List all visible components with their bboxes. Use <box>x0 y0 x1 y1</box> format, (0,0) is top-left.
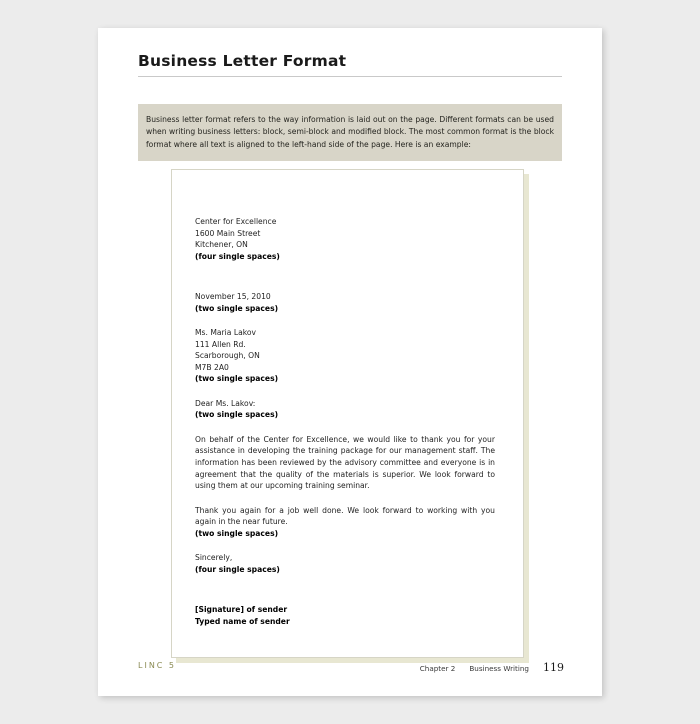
spacing-note-four-2: (four single spaces) <box>195 564 280 574</box>
sample-letter-card <box>171 169 524 658</box>
footer-section: Business Writing <box>469 664 529 673</box>
letter-date: November 15, 2010 <box>195 292 271 302</box>
document-page <box>98 28 602 696</box>
spacer-1 <box>195 262 495 291</box>
spacing-note-two-1: (two single spaces) <box>195 303 279 313</box>
footer-brand: LINC 5 <box>138 661 177 670</box>
spacer-4 <box>195 421 495 434</box>
recipient-postal: M7B 2A0 <box>195 362 229 372</box>
intro-callout-box <box>138 104 562 161</box>
sender-name: Center for Excellence <box>195 217 277 226</box>
closing: Sincerely, <box>195 553 233 563</box>
recipient-street: 111 Allen Rd. <box>195 339 246 349</box>
sender-street: 1600 Main Street <box>195 228 261 238</box>
closing-block <box>195 552 495 575</box>
signature-line: [Signature] of sender <box>195 605 288 615</box>
spacing-note-two-2: (two single spaces) <box>195 374 279 384</box>
sender-address-block <box>195 216 495 262</box>
recipient-city: Scarborough, ON <box>195 351 260 361</box>
body-paragraph-2: Thank you again for a job well done. We look forward to working with you again in the near future. <box>195 505 495 527</box>
body-paragraph-1: On behalf of the Center for Excellence, we would like to thank you for your assistance in developing the training package for our management staff. The information has been reviewed by the advisory committee and everyone is in agreement that the quality of the materials is superior. We look forward to using them at our upcoming training seminar. <box>195 434 495 491</box>
spacer-3 <box>195 385 495 398</box>
footer-chapter: Chapter 2 <box>419 664 456 673</box>
spacer-7 <box>195 575 495 604</box>
typed-name-line: Typed name of sender <box>195 616 290 626</box>
footer-right-group <box>420 661 564 674</box>
date-block <box>195 291 495 314</box>
intro-text: Business letter format refers to the way information is laid out on the page. Different formats can be used when writing business letters: block, semi-block and modified block. The most common format is the block format where all text is aligned to the left-hand side of the page. Here is an example: <box>146 115 554 149</box>
recipient-address-block <box>195 327 495 385</box>
spacer-2 <box>195 314 495 327</box>
spacer-6 <box>195 539 495 552</box>
recipient-name: Ms. Maria Lakov <box>195 328 256 338</box>
spacer-5 <box>195 492 495 505</box>
salutation-block <box>195 398 495 421</box>
spacing-note-two-4: (two single spaces) <box>195 528 279 538</box>
sender-city: Kitchener, ON <box>195 240 248 250</box>
spacing-note-four-1: (four single spaces) <box>195 251 280 261</box>
sample-letter-body <box>195 216 495 627</box>
footer-page-number: 119 <box>543 661 564 674</box>
salutation: Dear Ms. Lakov: <box>195 398 256 408</box>
signature-block <box>195 604 495 627</box>
title-divider <box>138 76 562 77</box>
page-title: Business Letter Format <box>138 52 347 70</box>
spacing-note-two-3: (two single spaces) <box>195 410 279 420</box>
